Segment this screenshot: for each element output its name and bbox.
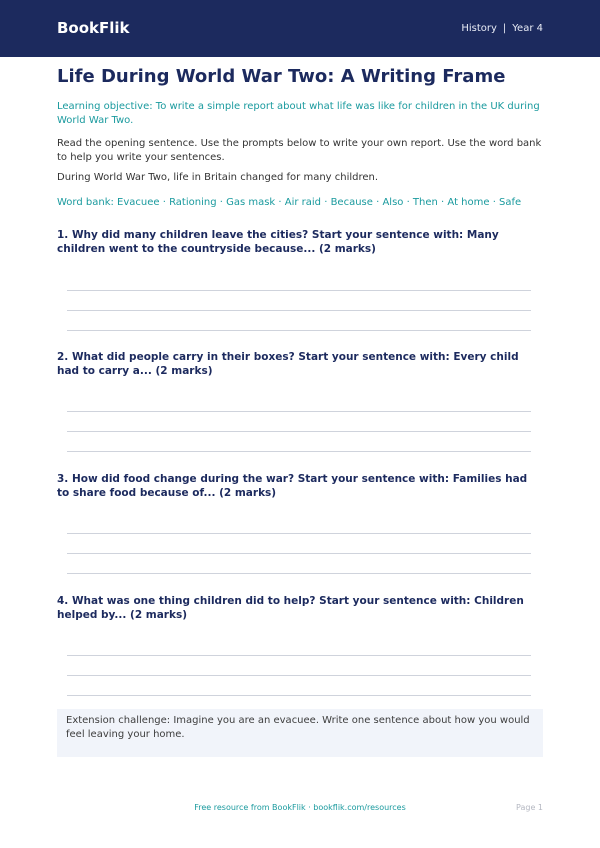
extension-challenge-text: Extension challenge: Imagine you are an evacuee. Write one sentence about how you would feel leaving your home. — [66, 715, 530, 740]
question-3-writing-lines[interactable] — [67, 533, 531, 593]
opening-sentence: During World War Two, life in Britain changed for many children. — [57, 172, 379, 183]
header-meta — [461, 0, 543, 57]
writing-line[interactable] — [67, 431, 531, 432]
writing-line[interactable] — [67, 451, 531, 452]
subject-label: History — [461, 23, 497, 34]
writing-line[interactable] — [67, 310, 531, 311]
writing-line[interactable] — [67, 533, 531, 534]
question-2-writing-lines[interactable] — [67, 411, 531, 471]
question-1-writing-lines[interactable] — [67, 290, 531, 350]
learning-objective: Learning objective: To write a simple report about what life was like for children in the UK during World War Two. — [57, 101, 540, 126]
footer-resource-link[interactable]: Free resource from BookFlik · bookflik.com/resources — [194, 803, 406, 812]
writing-line[interactable] — [67, 695, 531, 696]
extension-challenge-box — [57, 709, 543, 757]
writing-line[interactable] — [67, 330, 531, 331]
word-bank: Word bank: Evacuee · Rationing · Gas mask · Air raid · Because · Also · Then · At home · Safe — [57, 197, 522, 208]
brand-logo-text[interactable]: BookFlik — [57, 19, 130, 37]
question-4-prompt: 4. What was one thing children did to help? Start your sentence with: Children helped by... (2 marks) — [57, 595, 524, 621]
page-header — [0, 0, 600, 57]
question-1-prompt: 1. Why did many children leave the cities? Start your sentence with: Many children went to the countryside because... (2 marks) — [57, 229, 499, 255]
page-title: Life During World War Two: A Writing Frame — [57, 66, 506, 87]
writing-line[interactable] — [67, 411, 531, 412]
question-4-writing-lines[interactable] — [67, 655, 531, 715]
page-number: Page 1 — [516, 803, 543, 812]
instructions-text: Read the opening sentence. Use the prompts below to write your own report. Use the word bank to help you write your sentences. — [57, 138, 542, 163]
writing-line[interactable] — [67, 573, 531, 574]
year-label: Year 4 — [512, 23, 543, 34]
writing-line[interactable] — [67, 290, 531, 291]
question-2-prompt: 2. What did people carry in their boxes? Start your sentence with: Every child had to carry a... (2 marks) — [57, 351, 519, 377]
writing-line[interactable] — [67, 553, 531, 554]
writing-line[interactable] — [67, 675, 531, 676]
meta-separator: | — [502, 23, 507, 34]
question-3-prompt: 3. How did food change during the war? Start your sentence with: Families had to share food because of... (2 marks) — [57, 473, 528, 499]
writing-line[interactable] — [67, 655, 531, 656]
